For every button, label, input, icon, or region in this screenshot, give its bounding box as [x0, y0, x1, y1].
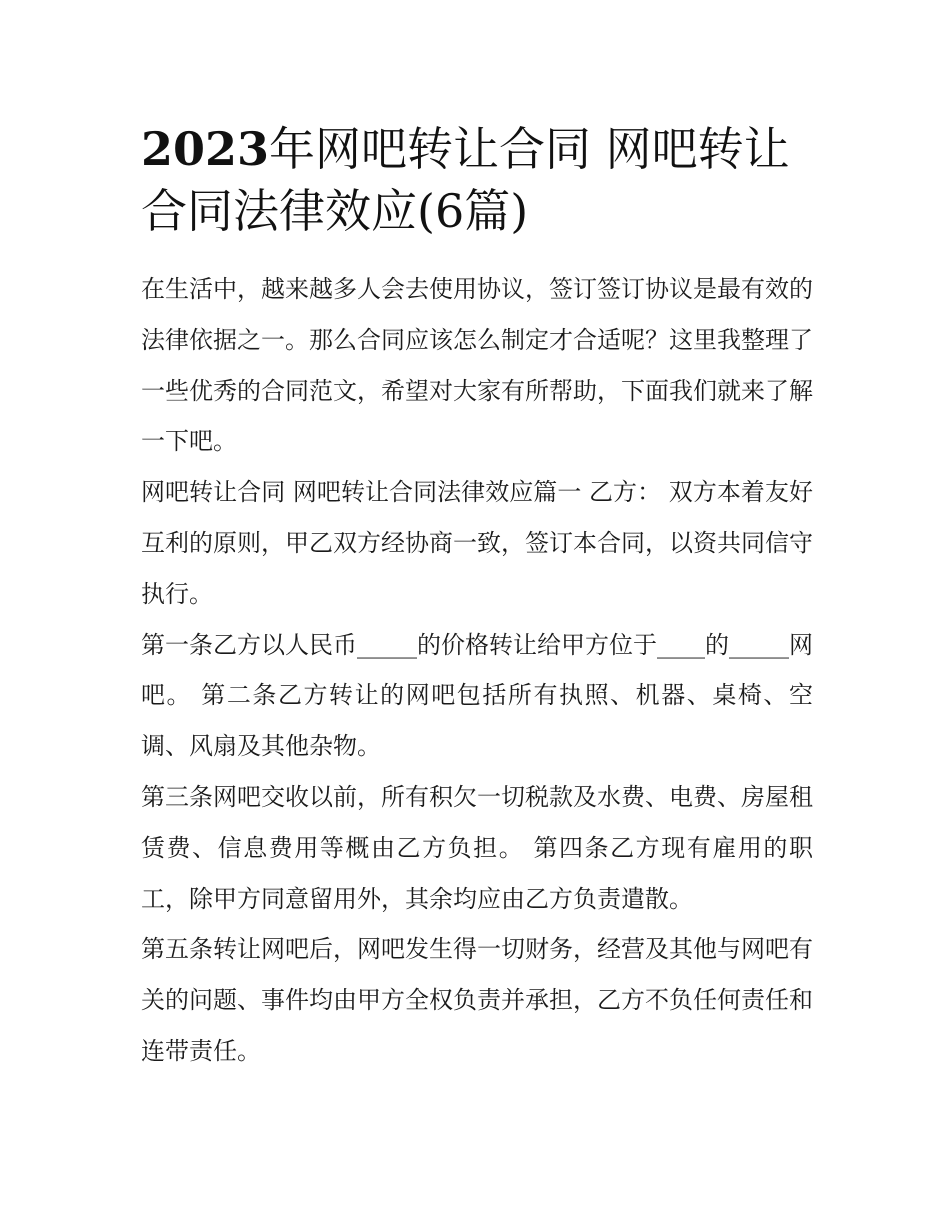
contract-opening-paragraph: 网吧转让合同 网吧转让合同法律效应篇一 乙方： 双方本着友好互利的原则，甲乙双方经协商一致，签订本合同，以资共同信守执行。 [141, 478, 813, 608]
document-body [141, 118, 813, 1077]
document-title [141, 118, 813, 242]
intro-paragraph: 在生活中，越来越多人会去使用协议，签订签订协议是最有效的法律依据之一。那么合同应该怎么制定才合适呢？这里我整理了一些优秀的合同范文，希望对大家有所帮助，下面我们就来了解一下吧。 [141, 275, 813, 456]
article-1-2-paragraph: 第一条乙方以人民币_____的价格转让给甲方位于____的_____网吧。 第二条乙方转让的网吧包括所有执照、机器、桌椅、空调、风扇及其他杂物。 [141, 630, 813, 761]
title-year: 2023 [141, 122, 270, 176]
title-text: 年网吧转让合同 网吧转让合同法律效应(6篇) [141, 122, 790, 238]
article-5-paragraph: 第五条转让网吧后，网吧发生得一切财务，经营及其他与网吧有关的问题、事件均由甲方全权负责并承担，乙方不负任何责任和连带责任。 [141, 935, 813, 1065]
article-3-4-paragraph: 第三条网吧交收以前，所有积欠一切税款及水费、电费、房屋租赁费、信息费用等概由乙方负担。 第四条乙方现有雇用的职工，除甲方同意留用外，其余均应由乙方负责遣散。 [141, 782, 813, 913]
